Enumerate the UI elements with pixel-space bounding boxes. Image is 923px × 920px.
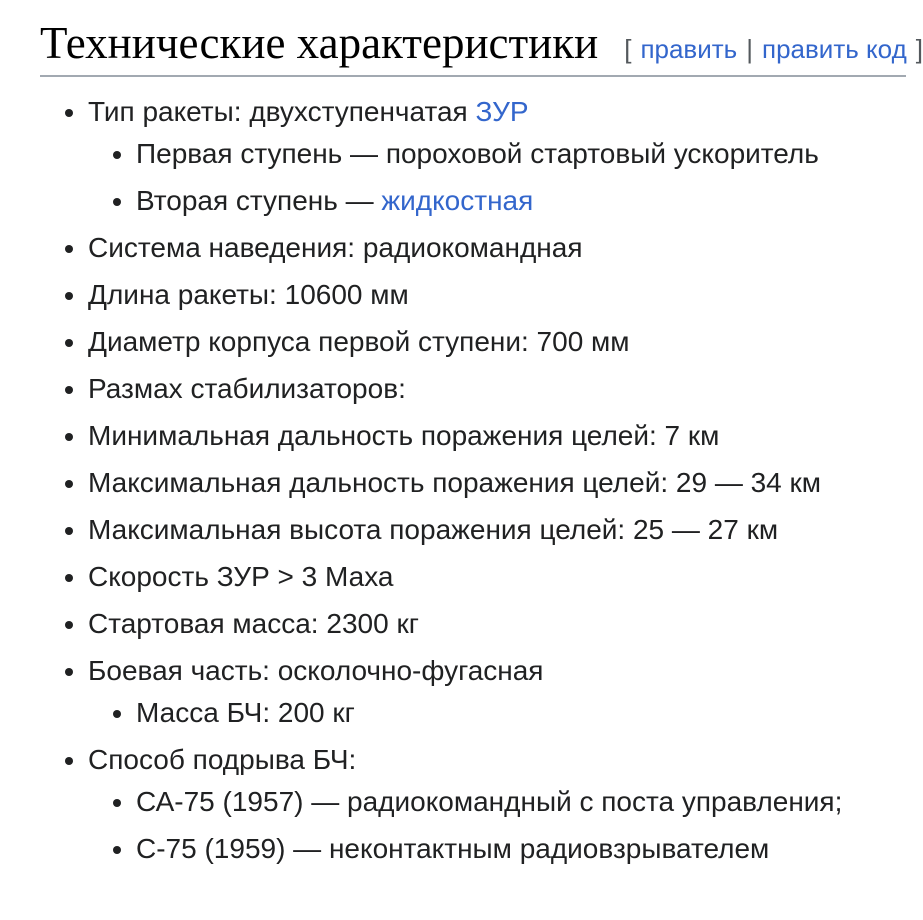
spec-item-min-range: [88, 415, 906, 457]
spec-item-stabilizer-span: [88, 368, 906, 410]
section-heading: [40, 0, 923, 77]
spec-text: Боевая часть: осколочно-фугасная: [88, 655, 544, 687]
spec-text: Вторая ступень —: [136, 185, 382, 217]
spec-item-warhead: [88, 650, 906, 734]
edit-section: [624, 34, 923, 64]
spec-text: Размах стабилизаторов:: [88, 373, 406, 405]
spec-text: Стартовая масса: 2300 кг: [88, 608, 419, 640]
spec-item-first-stage: [136, 133, 906, 175]
spec-item-rocket-type: [88, 91, 906, 222]
edit-bracket-open: [: [624, 34, 632, 64]
spec-text: Диаметр корпуса первой ступени: 700 мм: [88, 326, 630, 358]
rocket-type-sublist: [88, 133, 906, 222]
spec-item-speed: [88, 556, 906, 598]
spec-text: Длина ракеты: 10600 мм: [88, 279, 409, 311]
edit-source-link[interactable]: править код: [762, 34, 907, 64]
spec-item-length: [88, 274, 906, 316]
spec-text: Тип ракеты: двухступенчатая: [88, 96, 476, 128]
liquid-fuel-link[interactable]: жидкостная: [381, 185, 534, 217]
spec-text: Минимальная дальность поражения целей: 7 км: [88, 420, 720, 452]
detonation-sublist: [88, 781, 906, 870]
spec-item-s75-detonation: [136, 828, 906, 870]
spec-text: Скорость ЗУР > 3 Маха: [88, 561, 394, 593]
spec-item-guidance: [88, 227, 906, 269]
specs-list: [40, 91, 906, 870]
spec-item-warhead-mass: [136, 692, 906, 734]
spec-text: Система наведения: радиокомандная: [88, 232, 583, 264]
zur-link[interactable]: ЗУР: [475, 96, 529, 128]
spec-text: Масса БЧ: 200 кг: [136, 697, 355, 729]
edit-divider: |: [746, 34, 753, 64]
spec-item-second-stage: [136, 180, 906, 222]
edit-link[interactable]: править: [640, 34, 738, 64]
spec-item-max-altitude: [88, 509, 906, 551]
spec-item-max-range: [88, 462, 906, 504]
spec-text: Первая ступень — пороховой стартовый ускоритель: [136, 138, 819, 170]
edit-bracket-close: ]: [915, 34, 923, 64]
spec-text: Максимальная высота поражения целей: 25 — 27 км: [88, 514, 779, 546]
warhead-sublist: [88, 692, 906, 734]
section-title: Технические характеристики: [40, 18, 599, 68]
spec-text: СА-75 (1957) — радиокомандный с поста управления;: [136, 786, 843, 818]
spec-text: Способ подрыва БЧ:: [88, 744, 357, 776]
spec-item-launch-mass: [88, 603, 906, 645]
spec-item-detonation-method: [88, 739, 906, 870]
spec-item-diameter: [88, 321, 906, 363]
spec-text: Максимальная дальность поражения целей: 29 — 34 км: [88, 467, 822, 499]
spec-item-sa75-detonation: [136, 781, 906, 823]
spec-text: С-75 (1959) — неконтактным радиовзрывателем: [136, 833, 770, 865]
